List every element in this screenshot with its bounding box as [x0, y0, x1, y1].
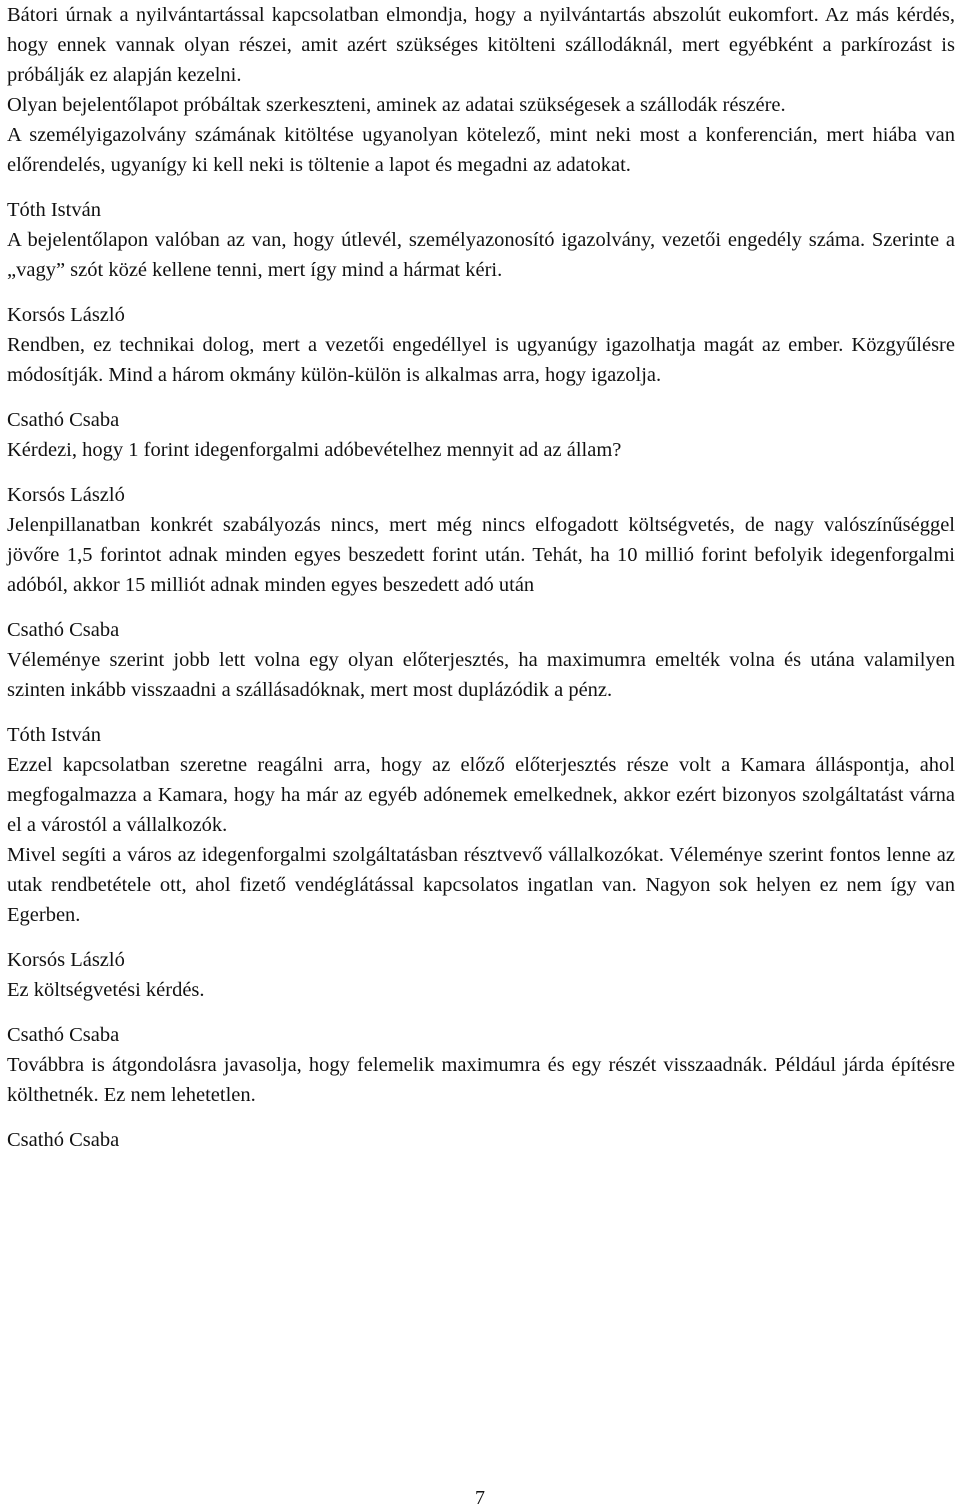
paragraph: Ezzel kapcsolatban szeretne reagálni arra, hogy az előző előterjesztés része volt a Kamara álláspontja, ahol megfogalmazza a Kamara, hogy ha már az egyéb adónemek emelkednek, akkor ezért bizonyos szolgáltatást várna el a várostól a vállalkozók.: [7, 754, 955, 836]
speaker-name: Csathó Csaba: [7, 619, 120, 641]
speaker-name: Csathó Csaba: [7, 1129, 120, 1151]
paragraph: Véleménye szerint jobb lett volna egy olyan előterjesztés, ha maximumra emelték volna és utána valamilyen szinten inkább visszaadni a szállásadóknak, mert most duplázódik a pénz.: [7, 649, 955, 701]
paragraph: Olyan bejelentőlapot próbáltak szerkeszteni, aminek az adatai szükségesek a szállodák részére.: [7, 94, 786, 116]
speaker-name: Csathó Csaba: [7, 409, 120, 431]
speaker-name: Korsós László: [7, 304, 125, 326]
speaker-name: Korsós László: [7, 484, 125, 506]
speaker-name: Tóth István: [7, 199, 101, 221]
speaker-name: Csathó Csaba: [7, 1024, 120, 1046]
document-page: [7, 0, 955, 1155]
paragraph: Ez költségvetési kérdés.: [7, 979, 205, 1001]
paragraph: Kérdezi, hogy 1 forint idegenforgalmi adóbevételhez mennyit ad az állam?: [7, 439, 622, 461]
page-number: 7: [475, 1487, 485, 1509]
paragraph: A bejelentőlapon valóban az van, hogy útlevél, személyazonosító igazolvány, vezetői engedély száma. Szerinte a „vagy” szót közé kellene tenni, mert így mind a hármat kéri.: [7, 229, 955, 281]
paragraph: Jelenpillanatban konkrét szabályozás nincs, mert még nincs elfogadott költségvetés, de nagy valószínűséggel jövőre 1,5 forintot adnak minden egyes beszedett forint után. Tehát, ha 10 millió forint befolyik idegenforgalmi adóból, akkor 15 milliót adnak minden egyes beszedett adó után: [7, 514, 955, 596]
paragraph: Bátori úrnak a nyilvántartással kapcsolatban elmondja, hogy a nyilvántartás abszolút eukomfort. Az más kérdés, hogy ennek vannak olyan részei, amit azért szükséges kitölteni szállodáknál, mert egyébként a parkírozást is próbálják ez alapján kezelni.: [7, 4, 955, 86]
paragraph: Továbbra is átgondolásra javasolja, hogy felemelik maximumra és egy részét visszaadnák. Például járda építésre költhetnék. Ez nem lehetetlen.: [7, 1054, 955, 1106]
speaker-name: Tóth István: [7, 724, 101, 746]
speaker-name: Korsós László: [7, 949, 125, 971]
paragraph: Rendben, ez technikai dolog, mert a vezetői engedéllyel is ugyanúgy igazolhatja magát az ember. Közgyűlésre módosítják. Mind a három okmány külön-külön is alkalmas arra, hogy igazolja.: [7, 334, 955, 386]
paragraph: Mivel segíti a város az idegenforgalmi szolgáltatásban résztvevő vállalkozókat. Véleménye szerint fontos lenne az utak rendbetétele ott, ahol fizető vendéglátással kapcsolatos ingatlan van. Nagyon sok helyen ez nem így van Egerben.: [7, 844, 955, 926]
paragraph: A személyigazolvány számának kitöltése ugyanolyan kötelező, mint neki most a konferencián, mert hiába van előrendelés, ugyanígy ki kell neki is töltenie a lapot és megadni az adatokat.: [7, 124, 955, 176]
